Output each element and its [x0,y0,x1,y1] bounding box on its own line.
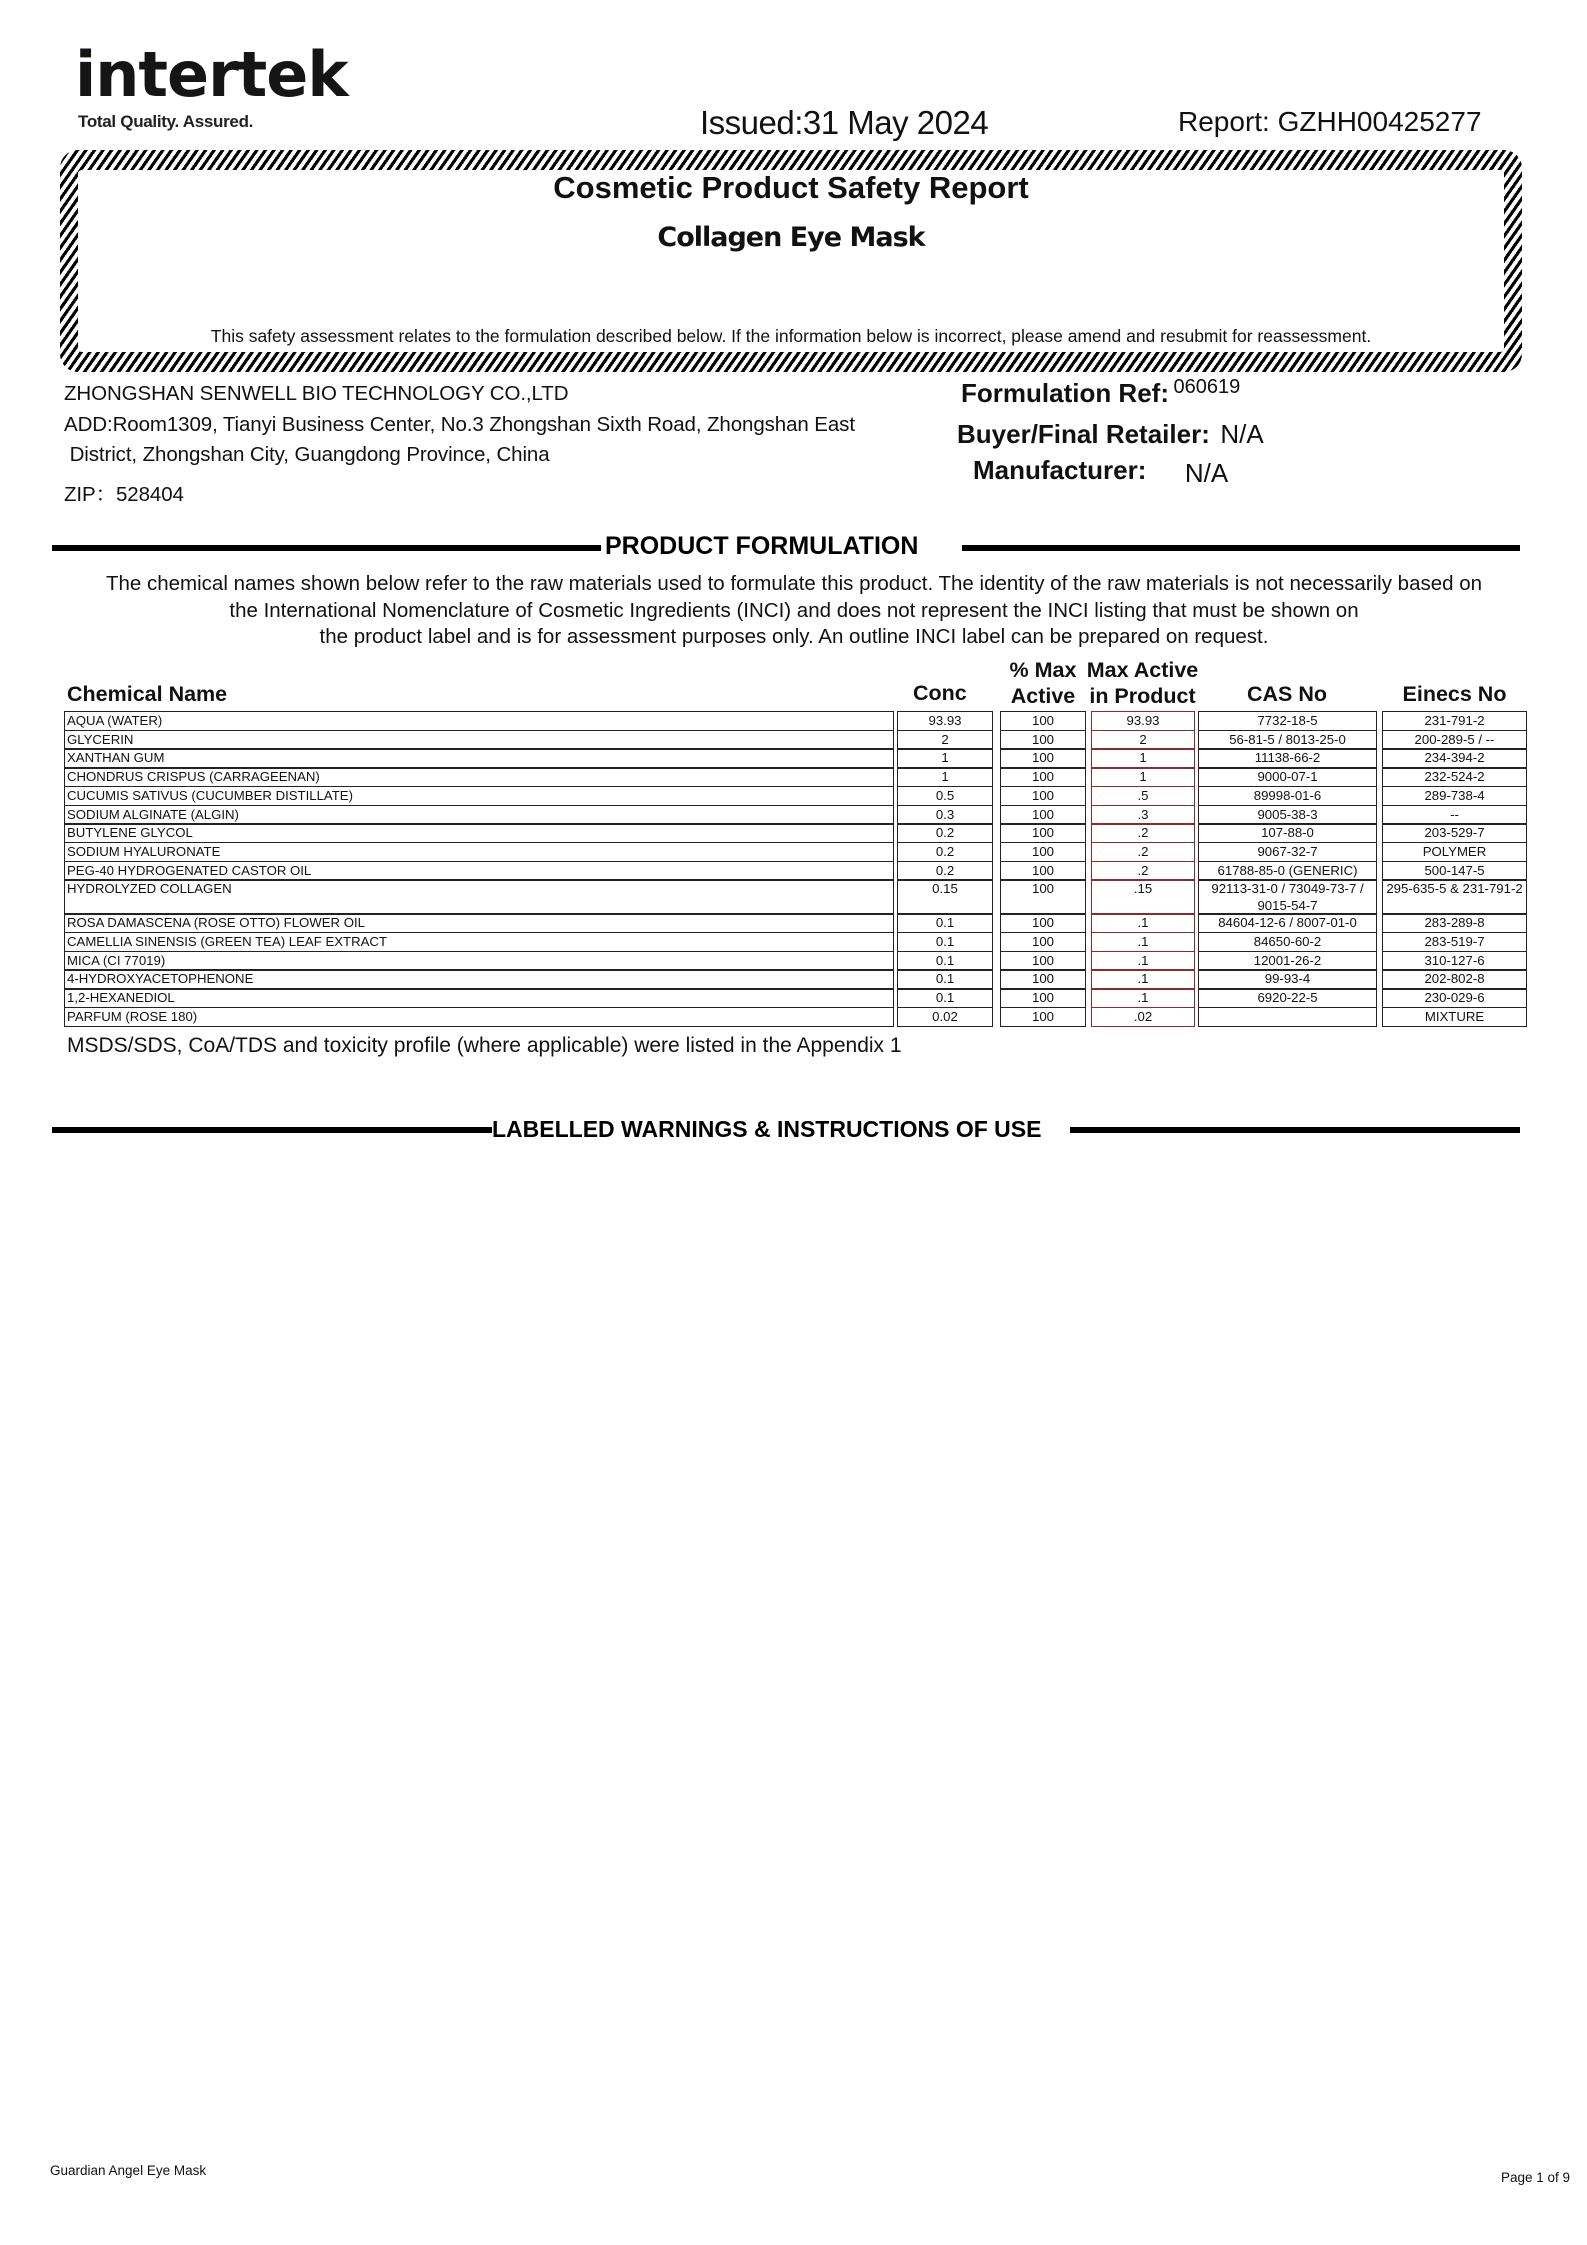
max-active-cell: 100 [1000,932,1086,952]
conc-cell: 0.2 [897,861,993,881]
chemical-name-cell: PARFUM (ROSE 180) [64,1007,894,1027]
conc-cell: 0.3 [897,805,993,825]
report-label: Report: [1178,106,1270,137]
conc-cell: 0.1 [897,951,993,971]
cas-line2: 9015-54-7 [1257,898,1318,914]
document-title: Cosmetic Product Safety Report [553,170,1029,205]
chemical-name-cell: 4-HYDROXYACETOPHENONE [64,969,894,989]
conc-cell: 0.5 [897,786,993,806]
cas-cell: 6920-22-5 [1198,988,1377,1008]
cas-line1: 92113-31-0 / 73049-73-7 / [1211,881,1364,897]
einecs-cell: MIXTURE [1382,1007,1527,1027]
product-formulation-heading: PRODUCT FORMULATION [601,532,922,561]
max-active-cell: 100 [1000,913,1086,933]
chemical-name-cell: BUTYLENE GLYCOL [64,823,894,843]
max-in-product-cell: .2 [1091,842,1195,862]
max-in-product-cell: .1 [1091,951,1195,971]
chemical-name-cell: CAMELLIA SINENSIS (GREEN TEA) LEAF EXTRACT [64,932,894,952]
max-active-cell: 100 [1000,823,1086,843]
max-active-cell: 100 [1000,861,1086,881]
footer-product-name: Guardian Angel Eye Mask [50,2163,207,2178]
max-active-cell: 100 [1000,988,1086,1008]
max-in-product-cell: .2 [1091,823,1195,843]
col-header-max-in-product-line1: Max Active [1086,658,1199,682]
col-header-max-active-line2: Active [1010,684,1076,708]
manufacturer-label: Manufacturer: [973,455,1147,485]
max-in-product-cell: .2 [1091,861,1195,881]
max-in-product-cell: .1 [1091,913,1195,933]
warnings-rule-left [52,1127,492,1133]
cas-cell: 12001-26-2 [1198,951,1377,971]
max-in-product-cell: .1 [1091,932,1195,952]
conc-cell: 0.2 [897,842,993,862]
col-header-cas: CAS No [1246,682,1328,706]
formulation-ref-value: 060619 [1173,376,1241,398]
max-active-cell: 100 [1000,951,1086,971]
logo-tagline: Total Quality. Assured. [78,112,254,131]
max-in-product-cell: .3 [1091,805,1195,825]
chemical-name-cell: CHONDRUS CRISPUS (CARRAGEENAN) [64,767,894,787]
max-in-product-cell: 1 [1091,767,1195,787]
cas-cell: 9005-38-3 [1198,805,1377,825]
einecs-cell: 283-519-7 [1382,932,1527,952]
conc-cell: 0.1 [897,932,993,952]
cas-cell: 61788-85-0 (GENERIC) [1198,861,1377,881]
issued-label: Issued: [700,104,803,141]
chemical-name-cell: CUCUMIS SATIVUS (CUCUMBER DISTILLATE) [64,786,894,806]
formulation-table [0,0,1587,1100]
max-active-cell: 100 [1000,767,1086,787]
max-active-cell: 100 [1000,805,1086,825]
conc-cell: 1 [897,748,993,768]
cas-cell [1198,1007,1377,1027]
col-header-einecs: Einecs No [1402,682,1507,706]
max-in-product-cell: .1 [1091,988,1195,1008]
einecs-cell: 310-127-6 [1382,951,1527,971]
einecs-cell: 234-394-2 [1382,748,1527,768]
cas-cell: 56-81-5 / 8013-25-0 [1198,730,1377,750]
chemical-name-cell: AQUA (WATER) [64,711,894,731]
einecs-cell: 203-529-7 [1382,823,1527,843]
product-name: Collagen Eye Mask [657,222,925,253]
chemical-name-cell: XANTHAN GUM [64,748,894,768]
einecs-cell: -- [1382,805,1527,825]
formulation-note-line1: The chemical names shown below refer to the raw materials used to formulate this product. The identity of the raw materials is not necessarily based on [105,572,1483,595]
formulation-ref-label: Formulation Ref: [961,378,1169,408]
max-in-product-cell: .1 [1091,969,1195,989]
chemical-name-cell: HYDROLYZED COLLAGEN [64,879,894,915]
report-value: GZHH00425277 [1277,106,1482,137]
col-header-chemical-name: Chemical Name [67,682,228,706]
chemical-name-cell: MICA (CI 77019) [64,951,894,971]
cas-cell: 84650-60-2 [1198,932,1377,952]
conc-cell: 93.93 [897,711,993,731]
einecs-cell: 202-802-8 [1382,969,1527,989]
chemical-name-cell: ROSA DAMASCENA (ROSE OTTO) FLOWER OIL [64,913,894,933]
max-active-cell: 100 [1000,879,1086,915]
cas-cell: 99-93-4 [1198,969,1377,989]
einecs-cell: 230-029-6 [1382,988,1527,1008]
conc-cell: 2 [897,730,993,750]
einecs-cell: 500-147-5 [1382,861,1527,881]
warnings-rule-right [1070,1127,1520,1133]
max-in-product-cell: .02 [1091,1007,1195,1027]
assessment-note: This safety assessment relates to the formulation described below. If the information below is incorrect, please amend and resubmit for reassessment. [210,326,1372,346]
page-number: Page 1 of 9 [1501,2170,1571,2185]
chemical-name-cell: SODIUM HYALURONATE [64,842,894,862]
max-active-cell: 100 [1000,1007,1086,1027]
buyer-value: N/A [1220,419,1264,449]
manufacturer-value: N/A [1184,458,1229,488]
cas-cell: 84604-12-6 / 8007-01-0 [1198,913,1377,933]
cas-cell: 89998-01-6 [1198,786,1377,806]
cas-cell: 7732-18-5 [1198,711,1377,731]
einecs-cell: 295-635-5 & 231-791-2 [1382,879,1527,915]
chemical-name-cell: 1,2-HEXANEDIOL [64,988,894,1008]
max-active-cell: 100 [1000,786,1086,806]
max-in-product-cell: 93.93 [1091,711,1195,731]
max-in-product-cell: .15 [1091,879,1195,915]
chemical-name-cell: PEG-40 HYDROGENATED CASTOR OIL [64,861,894,881]
cas-cell: 11138-66-2 [1198,748,1377,768]
cas-cell [1198,879,1377,915]
buyer-label: Buyer/Final Retailer: [957,419,1210,449]
col-header-conc: Conc [913,681,967,705]
company-zip: ZIP：528404 [64,483,184,506]
formulation-note-line2: the International Nomenclature of Cosmetic Ingredients (INCI) and does not represent the INCI listing that must be shown on [229,599,1359,622]
max-in-product-cell: 2 [1091,730,1195,750]
formulation-note-line3: the product label and is for assessment purposes only. An outline INCI label can be prepared on request. [319,625,1269,648]
conc-cell: 0.1 [897,969,993,989]
issued-value: 31 May 2024 [802,104,989,141]
max-active-cell: 100 [1000,842,1086,862]
company-address-line2: District, Zhongshan City, Guangdong Province, China [64,443,550,466]
company-address-line1: ADD:Room1309, Tianyi Business Center, No.3 Zhongshan Sixth Road, Zhongshan East [64,413,855,436]
chemical-name-cell: SODIUM ALGINATE (ALGIN) [64,805,894,825]
conc-cell: 0.1 [897,913,993,933]
einecs-cell: 283-289-8 [1382,913,1527,933]
einecs-cell: POLYMER [1382,842,1527,862]
max-active-cell: 100 [1000,711,1086,731]
col-header-max-in-product-line2: in Product [1089,684,1196,708]
max-in-product-cell: 1 [1091,748,1195,768]
conc-cell: 0.1 [897,988,993,1008]
conc-cell: 0.02 [897,1007,993,1027]
logo-wordmark: intertek [75,38,348,111]
warnings-heading: LABELLED WARNINGS & INSTRUCTIONS OF USE [492,1116,1042,1142]
einecs-cell: 289-738-4 [1382,786,1527,806]
chemical-name-cell: GLYCERIN [64,730,894,750]
max-in-product-cell: .5 [1091,786,1195,806]
conc-cell: 1 [897,767,993,787]
cas-cell: 9067-32-7 [1198,842,1377,862]
company-name: ZHONGSHAN SENWELL BIO TECHNOLOGY CO.,LTD [64,382,569,405]
col-header-max-active-line1: % Max [1009,658,1077,682]
cas-cell: 107-88-0 [1198,823,1377,843]
conc-cell: 0.15 [897,879,993,915]
einecs-cell: 200-289-5 / -- [1382,730,1527,750]
conc-cell: 0.2 [897,823,993,843]
appendix-note: MSDS/SDS, CoA/TDS and toxicity profile (where applicable) were listed in the Appendix 1 [67,1034,902,1057]
max-active-cell: 100 [1000,969,1086,989]
max-active-cell: 100 [1000,748,1086,768]
max-active-cell: 100 [1000,730,1086,750]
cas-cell: 9000-07-1 [1198,767,1377,787]
einecs-cell: 232-524-2 [1382,767,1527,787]
einecs-cell: 231-791-2 [1382,711,1527,731]
